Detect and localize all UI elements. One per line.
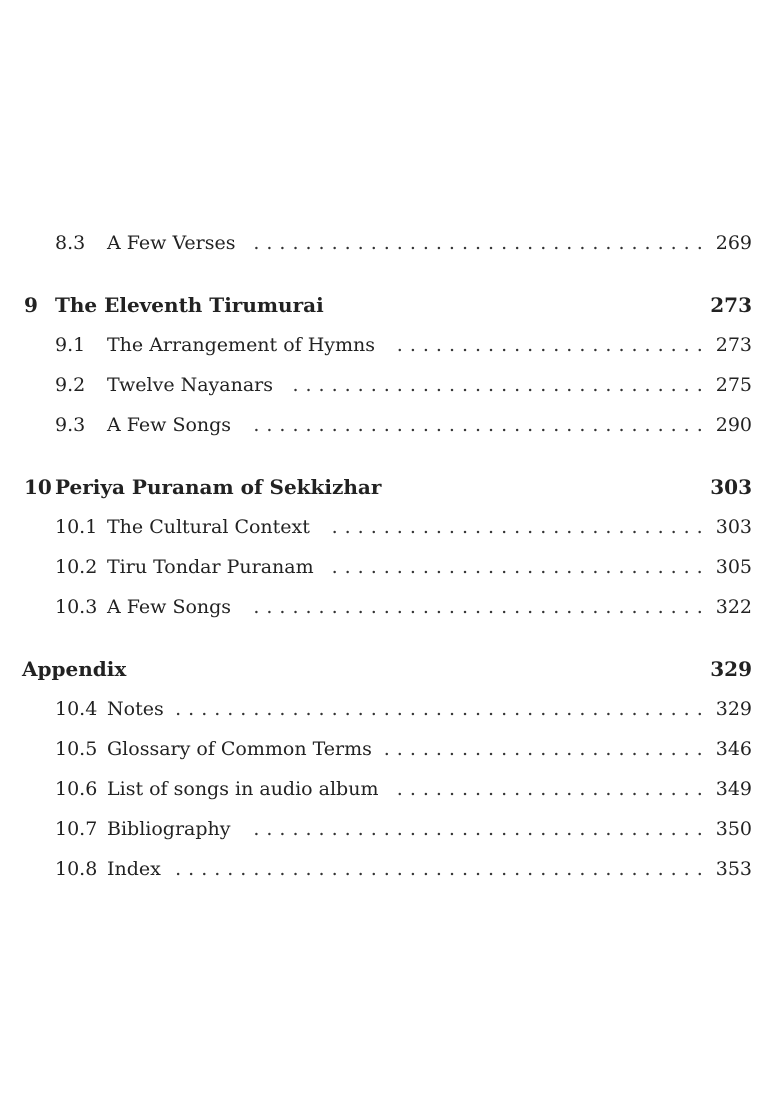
entry-page-number: 329: [710, 657, 752, 681]
toc-section-entry[interactable]: [0, 814, 780, 844]
leader-dots: ...................................: [253, 596, 710, 618]
entry-page-number: 305: [715, 556, 752, 578]
entry-page-number: 353: [715, 858, 752, 880]
leader-dots: .............................: [331, 516, 710, 538]
entry-page-number: 290: [715, 414, 752, 436]
entry-page-number: 303: [710, 475, 752, 499]
entry-number: 10.8: [55, 858, 98, 880]
entry-number: 9: [24, 293, 38, 317]
entry-page-number: 322: [715, 596, 752, 618]
entry-title: Twelve Nayanars: [107, 374, 274, 396]
entry-title: The Arrangement of Hymns: [107, 334, 376, 356]
entry-number: 10.7: [55, 818, 98, 840]
entry-number: 8.3: [55, 232, 86, 254]
entry-number: 10.6: [55, 778, 98, 800]
toc-section-entry[interactable]: [0, 228, 780, 258]
entry-page-number: 273: [715, 334, 752, 356]
entry-page-number: 349: [715, 778, 752, 800]
entry-page-number: 350: [715, 818, 752, 840]
toc-chapter-entry[interactable]: [0, 654, 780, 684]
leader-dots: .........................: [383, 738, 710, 760]
leader-dots: ........................: [396, 334, 710, 356]
toc-section-entry[interactable]: [0, 552, 780, 582]
entry-page-number: 273: [710, 293, 752, 317]
toc-section-entry[interactable]: [0, 854, 780, 884]
toc-section-entry[interactable]: [0, 410, 780, 440]
entry-title: Glossary of Common Terms: [107, 738, 372, 760]
toc-section-entry[interactable]: [0, 694, 780, 724]
entry-number: 9.2: [55, 374, 86, 396]
toc-section-entry[interactable]: [0, 370, 780, 400]
entry-title: The Cultural Context: [107, 516, 310, 538]
toc-section-entry[interactable]: [0, 774, 780, 804]
leader-dots: ...................................: [253, 414, 710, 436]
entry-title: A Few Songs: [107, 596, 232, 618]
entry-page-number: 275: [715, 374, 752, 396]
entry-title: Notes: [107, 698, 164, 720]
entry-title: Appendix: [22, 657, 127, 681]
entry-number: 10.1: [55, 516, 98, 538]
entry-number: 10.3: [55, 596, 98, 618]
leader-dots: ...................................: [253, 818, 710, 840]
toc-chapter-entry[interactable]: [0, 472, 780, 502]
entry-page-number: 303: [715, 516, 752, 538]
entry-number: 9.3: [55, 414, 86, 436]
entry-number: 10.5: [55, 738, 98, 760]
leader-dots: .........................................: [175, 858, 710, 880]
leader-dots: .........................................: [175, 698, 710, 720]
entry-page-number: 269: [715, 232, 752, 254]
entry-number: 10: [24, 475, 52, 499]
toc-section-entry[interactable]: [0, 734, 780, 764]
entry-title: Index: [107, 858, 161, 880]
entry-page-number: 329: [715, 698, 752, 720]
entry-page-number: 346: [715, 738, 752, 760]
leader-dots: ........................: [396, 778, 710, 800]
entry-title: Periya Puranam of Sekkizhar: [55, 475, 382, 499]
entry-title: Tiru Tondar Puranam: [107, 556, 314, 578]
toc-chapter-entry[interactable]: [0, 290, 780, 320]
entry-title: The Eleventh Tirumurai: [55, 293, 324, 317]
entry-number: 9.1: [55, 334, 86, 356]
entry-number: 10.4: [55, 698, 98, 720]
leader-dots: ...................................: [253, 232, 710, 254]
entry-title: A Few Songs: [107, 414, 232, 436]
entry-title: A Few Verses: [107, 232, 236, 254]
entry-title: List of songs in audio album: [107, 778, 379, 800]
leader-dots: .............................: [331, 556, 710, 578]
toc-section-entry[interactable]: [0, 592, 780, 622]
toc-section-entry[interactable]: [0, 330, 780, 360]
toc-section-entry[interactable]: [0, 512, 780, 542]
leader-dots: ................................: [292, 374, 710, 396]
entry-number: 10.2: [55, 556, 98, 578]
entry-title: Bibliography: [107, 818, 231, 840]
